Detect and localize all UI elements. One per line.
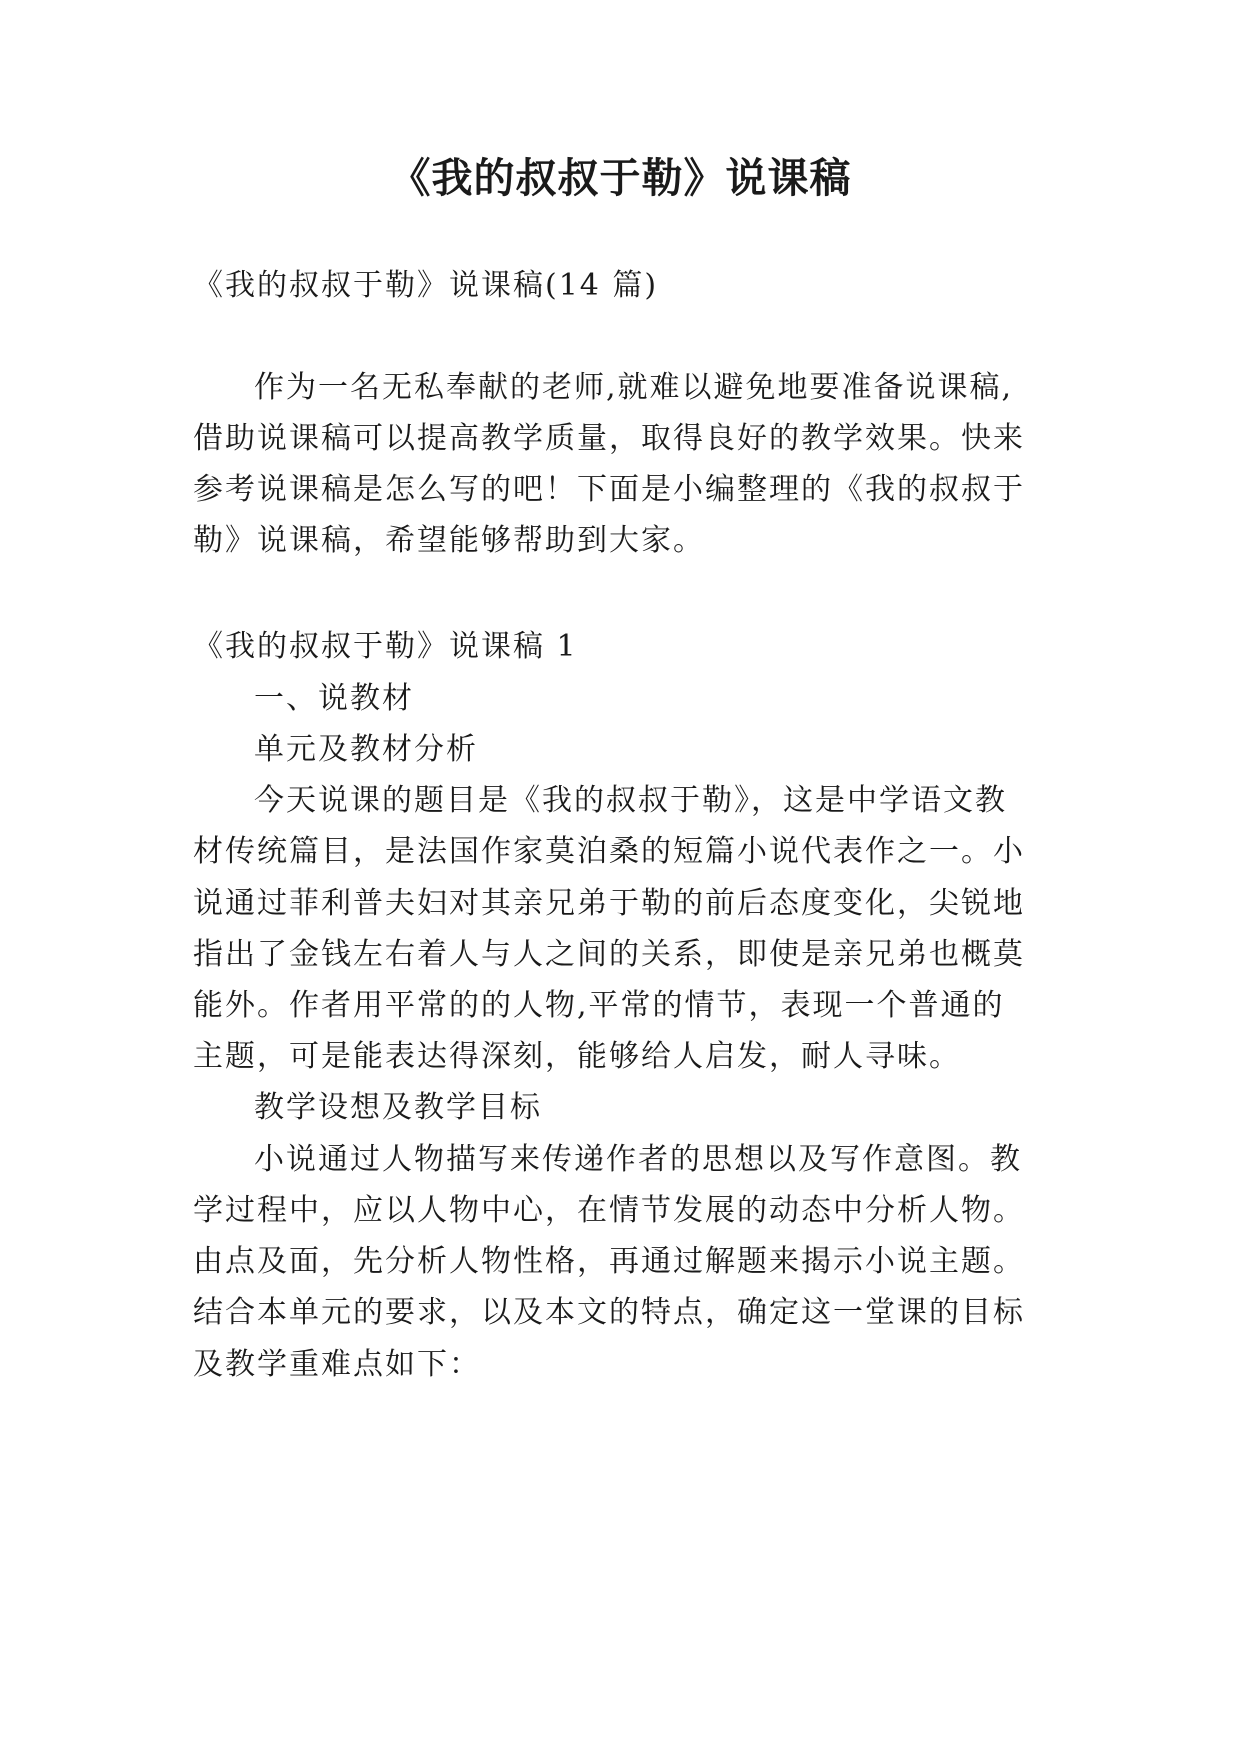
paragraph-line: 小说通过人物描写来传递作者的思想以及写作意图。教 (254, 1142, 1022, 1177)
paragraph-line: 能外。作者用平常的的人物,平常的情节，表现一个普通的 (193, 988, 1005, 1023)
intro-line: 借助说课稿可以提高教学质量，取得良好的教学效果。快来 (193, 421, 1025, 456)
part-heading: 一、说教材 (254, 681, 414, 716)
intro-line: 参考说课稿是怎么写的吧！下面是小编整理的《我的叔叔于 (193, 472, 1025, 507)
paragraph-line: 及教学重难点如下： (193, 1347, 481, 1382)
paragraph-line: 材传统篇目，是法国作家莫泊桑的短篇小说代表作之一。小 (193, 834, 1025, 869)
paragraph-line: 说通过菲利普夫妇对其亲兄弟于勒的前后态度变化，尖锐地 (193, 886, 1025, 921)
section-heading: 《我的叔叔于勒》说课稿 1 (193, 629, 578, 664)
sub-heading: 教学设想及教学目标 (254, 1090, 542, 1125)
intro-line: 勒》说课稿，希望能够帮助到大家。 (193, 523, 705, 558)
document-subtitle: 《我的叔叔于勒》说课稿(14 篇) (193, 268, 659, 303)
paragraph-line: 结合本单元的要求，以及本文的特点，确定这一堂课的目标 (193, 1295, 1025, 1330)
paragraph-line: 主题，可是能表达得深刻，能够给人启发，耐人寻味。 (193, 1039, 961, 1074)
document-title: 《我的叔叔于勒》说课稿 (389, 154, 852, 202)
sub-heading: 单元及教材分析 (254, 732, 478, 767)
intro-line: 作为一名无私奉献的老师,就难以避免地要准备说课稿, (254, 370, 1014, 405)
paragraph-line: 学过程中，应以人物中心，在情节发展的动态中分析人物。 (193, 1193, 1025, 1228)
paragraph-line: 今天说课的题目是《我的叔叔于勒》，这是中学语文教 (254, 783, 1007, 818)
paragraph-line: 指出了金钱左右着人与人之间的关系，即使是亲兄弟也概莫 (193, 937, 1025, 972)
paragraph-line: 由点及面，先分析人物性格，再通过解题来揭示小说主题。 (193, 1244, 1025, 1279)
